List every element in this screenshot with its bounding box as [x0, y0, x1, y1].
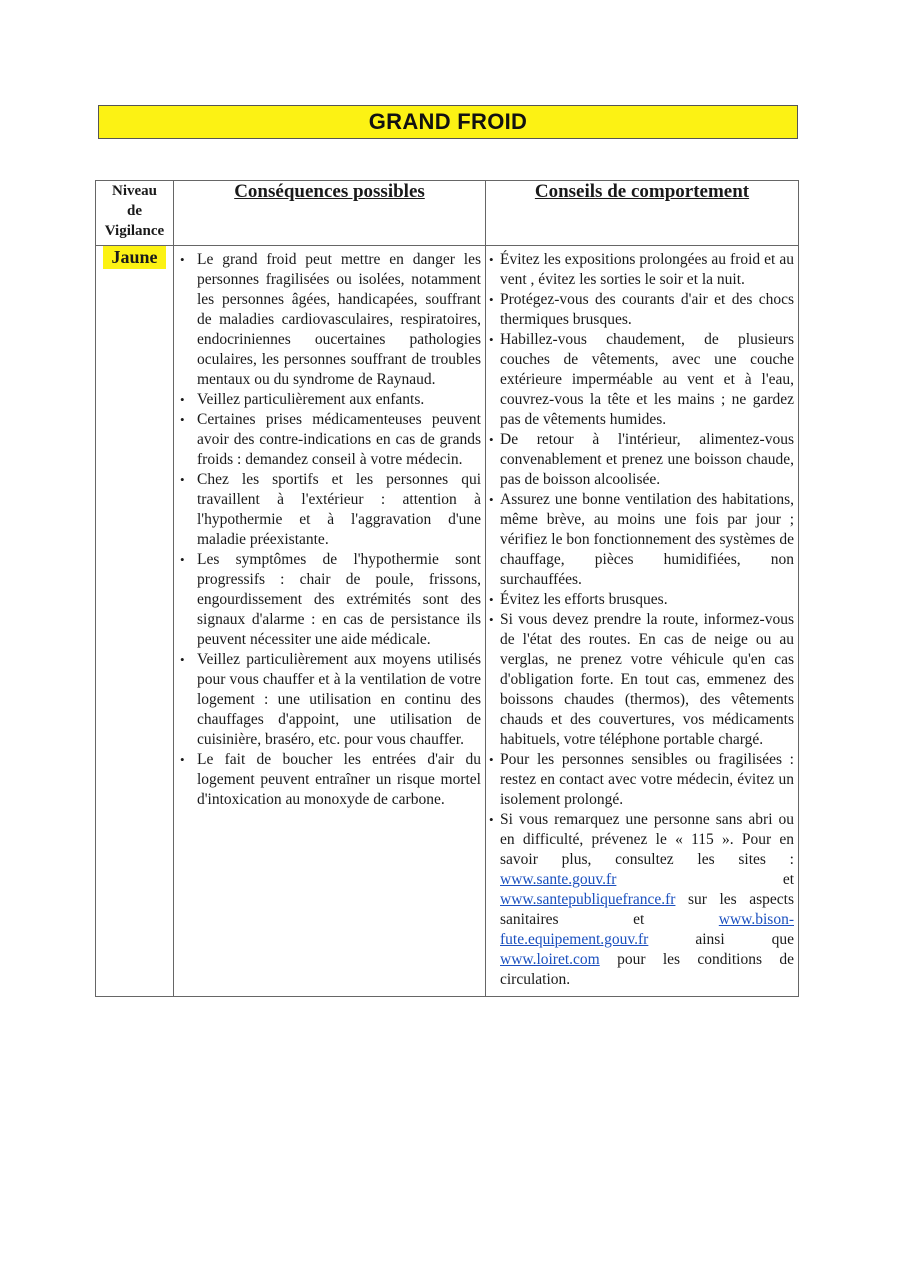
- list-item-text: Le grand froid peut mettre en danger les personnes fragilisées ou isolées, notamment les personnes âgées, handicapées, souffrant de maladies cardiovasculaires, respiratoires, endocriniennes oucertaines pathologies oculaires, les personnes souffrant de troubles mentaux ou du syndrome de Raynaud.: [197, 251, 481, 388]
- bullet: •: [180, 412, 185, 427]
- last-conseil-text: ainsi que: [648, 931, 794, 948]
- list-item-text: Les symptômes de l'hypothermie sont progressifs : chair de poule, frissons, engourdissement des extrémités sont des signaux d'alarme : en cas de persistance ils peuvent nécessiter une aide médicale.: [197, 551, 481, 648]
- list-item: [176, 250, 481, 390]
- list-item: [488, 610, 794, 750]
- table-row: [96, 246, 799, 997]
- bullet: •: [489, 612, 494, 627]
- list-item-text: Pour les personnes sensibles ou fragilisées : restez en contact avec votre médecin, évitez un isolement prolongé.: [500, 751, 794, 808]
- header-level: [96, 181, 174, 246]
- header-consequences: Conséquences possibles: [174, 181, 486, 246]
- list-item-text: Certaines prises médicamenteuses peuvent avoir des contre-indications en cas de grands froids : demandez conseil à votre médecin.: [197, 411, 481, 468]
- bullet: •: [180, 552, 185, 567]
- list-item: [176, 650, 481, 750]
- list-item-text: Évitez les efforts brusques.: [500, 591, 668, 608]
- list-item-text: Évitez les expositions prolongées au froid et au vent , évitez les sorties le soir et la nuit.: [500, 251, 794, 288]
- list-item: [488, 490, 794, 590]
- list-item: [176, 390, 481, 410]
- bullet: •: [180, 472, 185, 487]
- consequences-list: [174, 246, 485, 816]
- table-header-row: [96, 181, 799, 246]
- list-item-text: De retour à l'intérieur, alimentez-vous convenablement et prenez une boisson chaude, pas de boisson alcoolisée.: [500, 431, 794, 488]
- list-item-text: Protégez-vous des courants d'air et des chocs thermiques brusques.: [500, 291, 794, 328]
- vigilance-table: [95, 180, 799, 997]
- list-item-text: Veillez particulièrement aux enfants.: [197, 391, 425, 408]
- bullet: •: [180, 652, 185, 667]
- list-item: [488, 810, 794, 990]
- list-item: [488, 250, 794, 290]
- list-item: [176, 410, 481, 470]
- bullet: •: [489, 752, 494, 767]
- bullet: •: [489, 252, 494, 267]
- list-item: [488, 430, 794, 490]
- bullet: •: [489, 592, 494, 607]
- page-title: GRAND FROID: [368, 109, 528, 134]
- bullet: •: [489, 812, 494, 827]
- list-item: [488, 750, 794, 810]
- list-item-text: Le fait de boucher les entrées d'air du logement peuvent entraîner un risque mortel d'intoxication au monoxyde de carbone.: [197, 751, 481, 808]
- bullet: •: [489, 292, 494, 307]
- bullet: •: [489, 432, 494, 447]
- consequences-cell: [174, 246, 486, 997]
- bullet: •: [180, 752, 185, 767]
- list-item: [176, 470, 481, 550]
- list-item: [488, 590, 794, 610]
- header-conseils: Conseils de comportement: [486, 181, 799, 246]
- level-badge: Jaune: [103, 246, 165, 269]
- header-level-line: de: [127, 203, 142, 219]
- list-item-text: Assurez une bonne ventilation des habitations, même brève, au moins une fois par jour ; vérifiez le bon fonctionnement des systèmes de chauffage, pièces humidifiées, non surchauffées.: [500, 491, 794, 588]
- last-conseil-text: pour les conditions de circulation.: [500, 951, 794, 988]
- link-bison-fute[interactable]: www.bison-fute.equipement.gouv.fr: [500, 911, 794, 948]
- bullet: •: [180, 252, 185, 267]
- list-item: [488, 330, 794, 430]
- title-banner: [98, 105, 798, 139]
- list-item: [176, 750, 481, 810]
- link-santepubliquefrance[interactable]: www.santepubliquefrance.fr: [500, 891, 676, 908]
- link-sante-gouv[interactable]: www.sante.gouv.fr: [500, 871, 617, 888]
- list-item-text: Chez les sportifs et les personnes qui travaillent à l'extérieur : attention à l'hypothermie et à l'aggravation d'une maladie préexistante.: [197, 471, 481, 548]
- bullet: •: [489, 492, 494, 507]
- last-conseil-intro: Si vous remarquez une personne sans abri ou en difficulté, prévenez le « 115 ». Pour en savoir plus, consultez les sites :: [500, 811, 794, 868]
- bullet: •: [180, 392, 185, 407]
- link-loiret[interactable]: www.loiret.com: [500, 951, 600, 968]
- header-level-line: Vigilance: [104, 223, 165, 239]
- bullet: •: [489, 332, 494, 347]
- list-item: [488, 290, 794, 330]
- list-item: [176, 550, 481, 650]
- last-conseil-text: et: [616, 871, 794, 888]
- last-conseil-text: sur les aspects sanitaires et: [500, 891, 794, 928]
- conseils-cell: [486, 246, 799, 997]
- conseils-list: [486, 246, 798, 996]
- list-item-text: Veillez particulièrement aux moyens utilisés pour vous chauffer et à la ventilation de votre logement : une utilisation en continu des chauffages d'appoint, une utilisation de cuisinière, braséro, etc. pour vous chauffer.: [197, 651, 481, 748]
- level-cell: [96, 246, 174, 997]
- list-item-text: Si vous devez prendre la route, informez-vous de l'état des routes. En cas de neige ou au verglas, ne prenez votre véhicule qu'en cas d'obligation forte. En tout cas, emmenez des boissons chaudes (thermos), des vêtements chauds et des couvertures, vos médicaments habituels, votre téléphone portable chargé.: [500, 611, 794, 748]
- list-item-text: Habillez-vous chaudement, de plusieurs couches de vêtements, avec une couche extérieure imperméable au vent et à l'eau, couvrez-vous la tête et les mains ; ne gardez pas de vêtements humides.: [500, 331, 794, 428]
- header-level-line: Niveau: [112, 183, 157, 199]
